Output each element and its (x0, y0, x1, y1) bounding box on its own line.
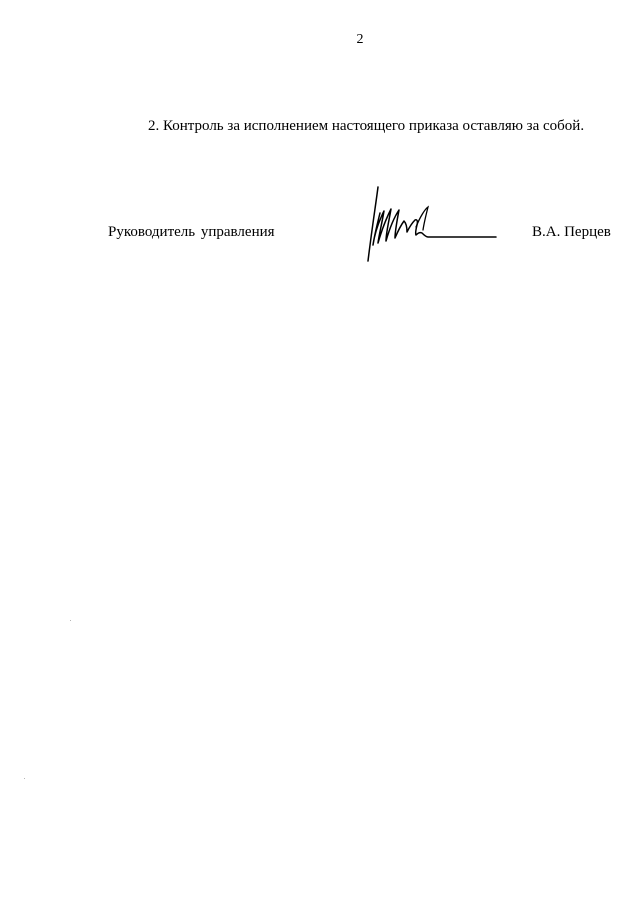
signatory-position: Руководитель управления (108, 224, 275, 240)
handwritten-signature (360, 183, 500, 265)
scan-speck (70, 620, 71, 621)
signatory-name: В.А. Перцев (532, 224, 611, 240)
scan-speck (24, 778, 25, 779)
page-number: 2 (356, 32, 364, 47)
order-clause: 2. Контроль за исполнением настоящего приказа оставляю за собой. (148, 118, 585, 134)
